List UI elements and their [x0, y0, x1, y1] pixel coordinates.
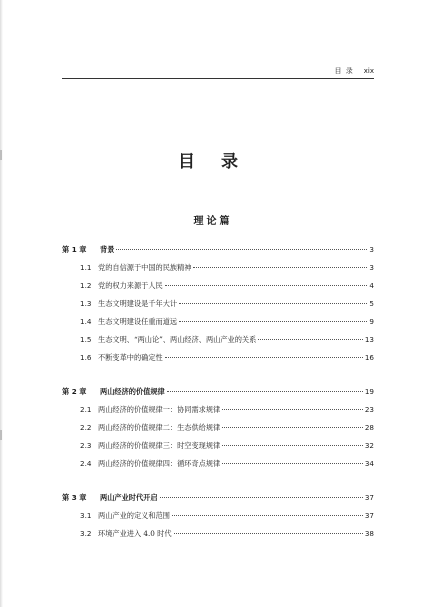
toc-chapter [62, 241, 374, 367]
section-page: 9 [369, 317, 374, 326]
section-number: 1.3 [80, 299, 92, 308]
leader-dots [222, 427, 363, 428]
toc-section-entry[interactable] [62, 507, 374, 525]
section-title: 两山经济的价值规律三：时空变现规律 [98, 441, 221, 450]
chapter-number: 第 1 章 [62, 245, 87, 254]
section-page: 28 [364, 423, 374, 432]
chapter-page: 19 [364, 387, 374, 396]
page-edge [0, 0, 3, 607]
section-page: 4 [369, 281, 374, 290]
chapter-number: 第 2 章 [62, 387, 87, 396]
section-number: 2.1 [80, 405, 92, 414]
section-number: 1.5 [80, 335, 92, 344]
chapter-number: 第 3 章 [62, 493, 87, 502]
toc-chapter-entry[interactable] [62, 241, 374, 259]
chapter-page: 3 [369, 245, 374, 254]
toc-section-entry[interactable] [62, 295, 374, 313]
leader-dots [179, 303, 367, 304]
toc-chapter-entry[interactable] [62, 383, 374, 401]
leader-dots [160, 497, 363, 498]
chapter-title: 两山产业时代开启 [100, 493, 158, 502]
section-title: 党的自信源于中国的民族精神 [98, 263, 192, 272]
section-title: 两山产业的定义和范围 [98, 511, 170, 520]
section-page: 5 [369, 299, 374, 308]
page-title: 目 录 [178, 152, 248, 172]
leader-dots [167, 391, 363, 392]
leader-dots [174, 533, 363, 534]
section-page: 34 [364, 459, 374, 468]
section-title: 环境产业进入 4.0 时代 [98, 529, 172, 538]
section-page: 32 [364, 441, 374, 450]
section-title: 生态文明建设是千年大计 [98, 299, 178, 308]
toc-section-entry[interactable] [62, 313, 374, 331]
section-number: 1.4 [80, 317, 92, 326]
section-number: 3.2 [80, 529, 92, 538]
chapter-title: 两山经济的价值规律 [100, 387, 165, 396]
running-head-page-number: xix [363, 67, 374, 75]
leader-dots [116, 249, 367, 250]
toc-section-entry[interactable] [62, 349, 374, 367]
section-number: 1.6 [80, 353, 92, 362]
toc-section-entry[interactable] [62, 277, 374, 295]
toc-section-entry[interactable] [62, 331, 374, 349]
section-page: 16 [364, 353, 374, 362]
section-page: 13 [364, 335, 374, 344]
section-number: 2.3 [80, 441, 92, 450]
leader-dots [222, 445, 363, 446]
section-page: 37 [364, 511, 374, 520]
toc-chapter [62, 489, 374, 543]
toc-section-entry[interactable] [62, 437, 374, 455]
leader-dots [165, 357, 363, 358]
chapter-title: 背景 [100, 245, 115, 254]
section-title: 两山经济的价值规律一：协同需求规律 [98, 405, 221, 414]
toc-section-entry[interactable] [62, 259, 374, 277]
toc-section-entry[interactable] [62, 419, 374, 437]
edge-mark [0, 430, 2, 440]
section-number: 2.2 [80, 423, 92, 432]
toc-chapter-entry[interactable] [62, 489, 374, 507]
toc-section-entry[interactable] [62, 455, 374, 473]
section-page: 3 [369, 263, 374, 272]
leader-dots [258, 339, 363, 340]
section-title: 党的权力来源于人民 [98, 281, 163, 290]
leader-dots [222, 463, 363, 464]
leader-dots [179, 321, 367, 322]
header-rule [62, 78, 374, 79]
leader-dots [172, 515, 363, 516]
toc-section-entry[interactable] [62, 525, 374, 543]
section-title: 生态文明建设任重而道远 [98, 317, 178, 326]
toc-section-entry[interactable] [62, 401, 374, 419]
section-title: 两山经济的价值规律四：循环奇点规律 [98, 459, 221, 468]
leader-dots [222, 409, 363, 410]
section-page: 38 [364, 529, 374, 538]
section-number: 3.1 [80, 511, 92, 520]
section-page: 23 [364, 405, 374, 414]
leader-dots [165, 285, 368, 286]
chapter-page: 37 [364, 493, 374, 502]
section-number: 1.1 [80, 263, 92, 272]
section-title: 不断变革中的确定性 [98, 353, 163, 362]
section-number: 2.4 [80, 459, 92, 468]
section-number: 1.2 [80, 281, 92, 290]
leader-dots [193, 267, 367, 268]
section-title: 生态文明、“两山论”、两山经济、两山产业的关系 [98, 335, 257, 344]
part-title: 理论篇 [193, 216, 233, 227]
running-head-title: 目 录 [334, 67, 354, 75]
toc-chapter [62, 383, 374, 473]
section-title: 两山经济的价值规律二：生态供给规律 [98, 423, 221, 432]
running-head [62, 66, 374, 76]
table-of-contents [62, 241, 374, 559]
